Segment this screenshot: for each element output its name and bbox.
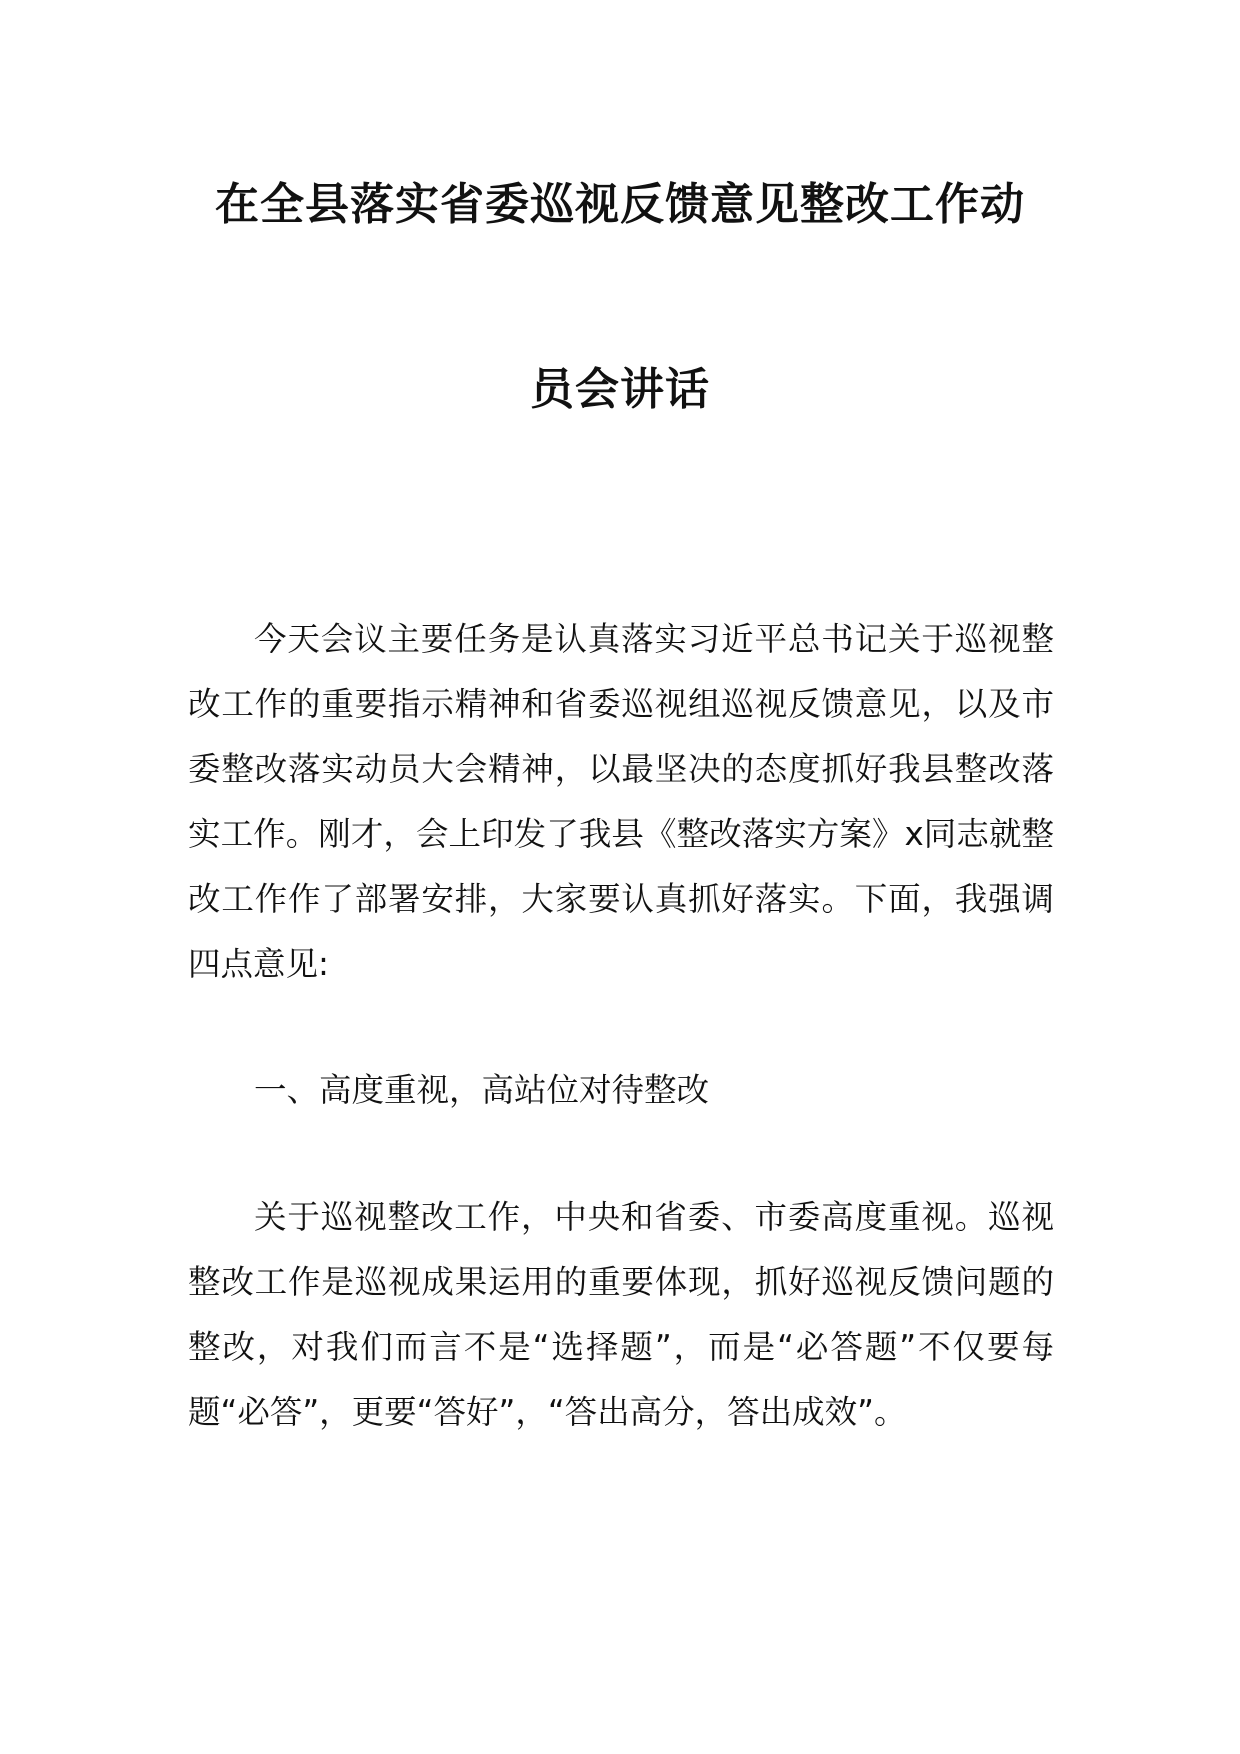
paragraph-section-1: 关于巡视整改工作，中央和省委、市委高度重视。巡视整改工作是巡视成果运用的重要体现，抓好巡视反馈问题的整改，对我们而言不是“选择题”，而是“必答题”不仅要每题“必答”，更要“答好”，“答出高分，答出成效”。 — [188, 1198, 1054, 1431]
document-title-line-2: 员会讲话 — [530, 364, 710, 415]
section-heading-1: 一、高度重视，高站位对待整改 — [254, 1071, 710, 1109]
paragraph-intro: 今天会议主要任务是认真落实习近平总书记关于巡视整改工作的重要指示精神和省委巡视组巡视反馈意见，以及市委整改落实动员大会精神，以最坚决的态度抓好我县整改落实工作。刚才，会上印发了我县《整改落实方案》x同志就整改工作作了部署安排，大家要认真抓好落实。下面，我强调四点意见: — [188, 620, 1054, 983]
document-title-line-1: 在全县落实省委巡视反馈意见整改工作动 — [215, 179, 1025, 230]
